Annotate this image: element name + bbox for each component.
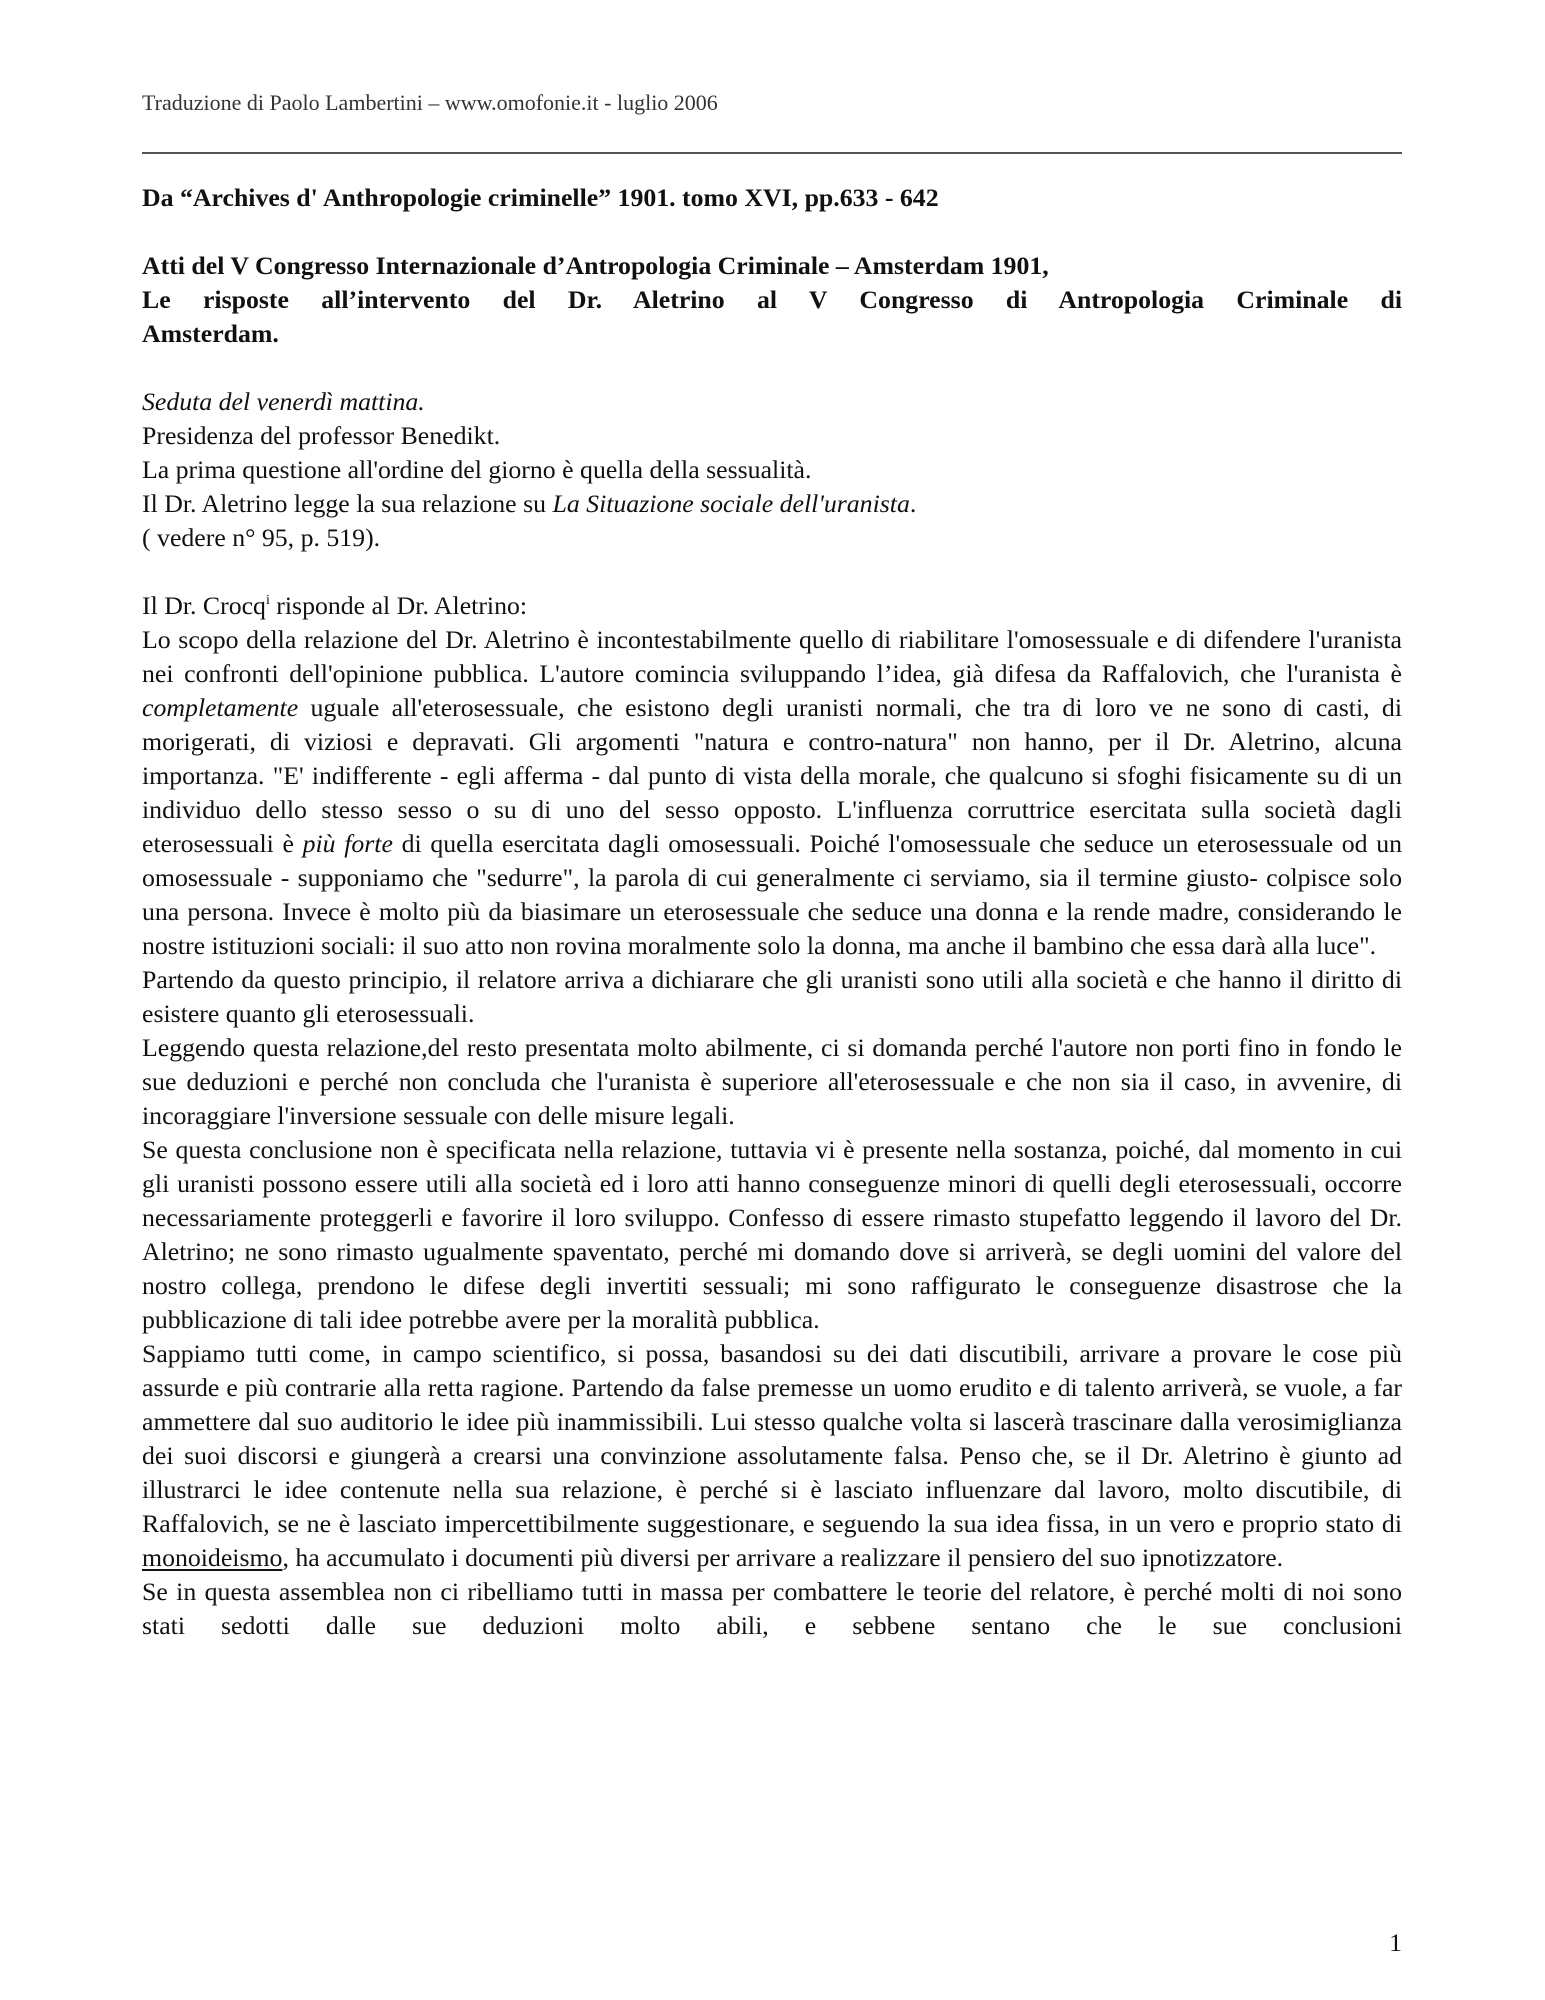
paragraph-1-text-a: Lo scopo della relazione del Dr. Aletrino è incontestabilmente quello di riabilitare l'omosessuale e di difendere l'uranista nei confronti dell'opinione pubblica. L'autore comincia sviluppando l’idea, già difesa da Raffalovich, che l'uranista è (142, 625, 1402, 688)
paragraph-5-text-a: Sappiamo tutti come, in campo scientifico, si possa, basandosi su dei dati discutibili, arrivare a provare le cose più assurde e più contrarie alla retta ragione. Partendo da false premesse un uomo erudito e di talento arriverà, se vuole, a far ammettere dal suo auditorio le idee più inammissibili. Lui stesso qualche volta si lascerà trascinare dalla verosimiglianza dei suoi discorsi e giungerà a crearsi una convinzione assolutamente falsa. Penso che, se il Dr. Aletrino è giunto ad illustrarci le idee contenute nella sua relazione, è perché si è lasciato influenzare dal lavoro, molto discutibile, di Raffalovich, se ne è lasciato impercettibilmente suggestionare, e seguendo la sua idea fissa, in un vero e proprio stato di (142, 1339, 1402, 1538)
session-line: Seduta del venerdì mattina. (142, 387, 425, 416)
paragraph-1-emphasis-2: più forte (302, 829, 393, 858)
document-body (142, 181, 1402, 1643)
intro-suffix: risponde al Dr. Aletrino: (269, 591, 528, 620)
report-line (142, 487, 1402, 521)
section-heading (142, 249, 1402, 351)
paragraph-1-text-b: uguale all'eterosessuale, che esistono degli uranisti normali, che tra di loro ve ne sono di casti, di morigerati, di viziosi e depravati. Gli argomenti "natura e contro-natura" non hanno, per il Dr. Aletrino, alcuna importanza. "E' indifferente - egli afferma - dal punto di vista della morale, che qualcuno si sfoghi fisicamente su di un individuo dello stesso sesso o su di uno del sesso opposto. L'influenza corruttrice esercitata sulla società dagli eterosessuali è (142, 693, 1402, 858)
footnote-marker: i (265, 593, 270, 608)
header-divider (142, 152, 1402, 154)
page-number: 1 (1389, 1928, 1402, 1957)
reference-line: ( vedere n° 95, p. 519). (142, 523, 381, 552)
heading-line-2: Le risposte all’intervento del Dr. Aletrino al V Congresso di Antropologia Criminale di (142, 285, 1402, 314)
paragraph-5-text-b: , ha accumulato i documenti più diversi per arrivare a realizzare il pensiero del suo ipnotizzatore. (282, 1543, 1284, 1572)
report-title: La Situazione sociale dell'uranista (552, 489, 910, 518)
paragraph-5-underlined: monoideismo (142, 1543, 283, 1572)
presidency-line: Presidenza del professor Benedikt. (142, 421, 501, 450)
paragraph-1-text-c: di quella esercitata dagli omosessuali. Poiché l'omosessuale che seduce un eterosessuale od un omosessuale - supponiamo che "sedurre", la parola di cui generalmente ci serviamo, sia il termine giusto- colpisce solo una persona. Invece è molto più da biasimare un eterosessuale che seduce una donna e la rende madre, considerando le nostre istituzioni sociali: il suo atto non rovina moralmente solo la donna, ma anche il bambino che essa darà alla luce". (142, 829, 1402, 960)
heading-line-3: Amsterdam. (142, 319, 279, 348)
agenda-line: La prima questione all'ordine del giorno è quella della sessualità. (142, 455, 812, 484)
paragraph-5 (142, 1337, 1402, 1575)
paragraph-6: Se in questa assemblea non ci ribelliamo tutti in massa per combattere le teorie del relatore, è perché molti di noi sono stati sedotti dalle sue deduzioni molto abili, e sebbene sentano che le sue conclusioni (142, 1577, 1402, 1640)
paragraph-4: Se questa conclusione non è specificata nella relazione, tuttavia vi è presente nella sostanza, poiché, dal momento in cui gli uranisti possono essere utili alla società ed i loro atti hanno conseguenze minori di quelli degli eterosessuali, occorre necessariamente proteggerli e favorire il loro sviluppo. Confesso di essere rimasto stupefatto leggendo il lavoro del Dr. Aletrino; ne sono rimasto ugualmente spaventato, perché mi domando dove si arriverà, se degli uomini del valore del nostro collega, prendono le difese degli invertiti sessuali; mi sono raffigurato le conseguenze disastrose che la pubblicazione di tali idee potrebbe avere per la moralità pubblica. (142, 1135, 1402, 1334)
intro-prefix: Il Dr. Crocq (142, 591, 266, 620)
response-intro (142, 589, 1402, 623)
paragraph-3: Leggendo questa relazione,del resto presentata molto abilmente, ci si domanda perché l'autore non porti fino in fondo le sue deduzioni e perché non concluda che l'uranista è superiore all'eterosessuale e che non sia il caso, in avvenire, di incoraggiare l'inversione sessuale con delle misure legali. (142, 1033, 1402, 1130)
paragraph-1-emphasis-1: completamente (142, 693, 299, 722)
paragraph-2: Partendo da questo principio, il relatore arriva a dichiarare che gli uranisti sono utili alla società e che hanno il diritto di esistere quanto gli eterosessuali. (142, 965, 1402, 1028)
report-suffix: . (909, 489, 917, 518)
heading-line-1: Atti del V Congresso Internazionale d’Antropologia Criminale – Amsterdam 1901, (142, 251, 1049, 280)
source-citation: Da “Archives d' Anthropologie criminelle” 1901. tomo XVI, pp.633 - 642 (142, 183, 939, 212)
paragraph-1 (142, 623, 1402, 963)
running-header: Traduzione di Paolo Lambertini – www.omofonie.it - luglio 2006 (142, 90, 718, 115)
session-info (142, 385, 1402, 555)
report-prefix: Il Dr. Aletrino legge la sua relazione su (142, 489, 553, 518)
